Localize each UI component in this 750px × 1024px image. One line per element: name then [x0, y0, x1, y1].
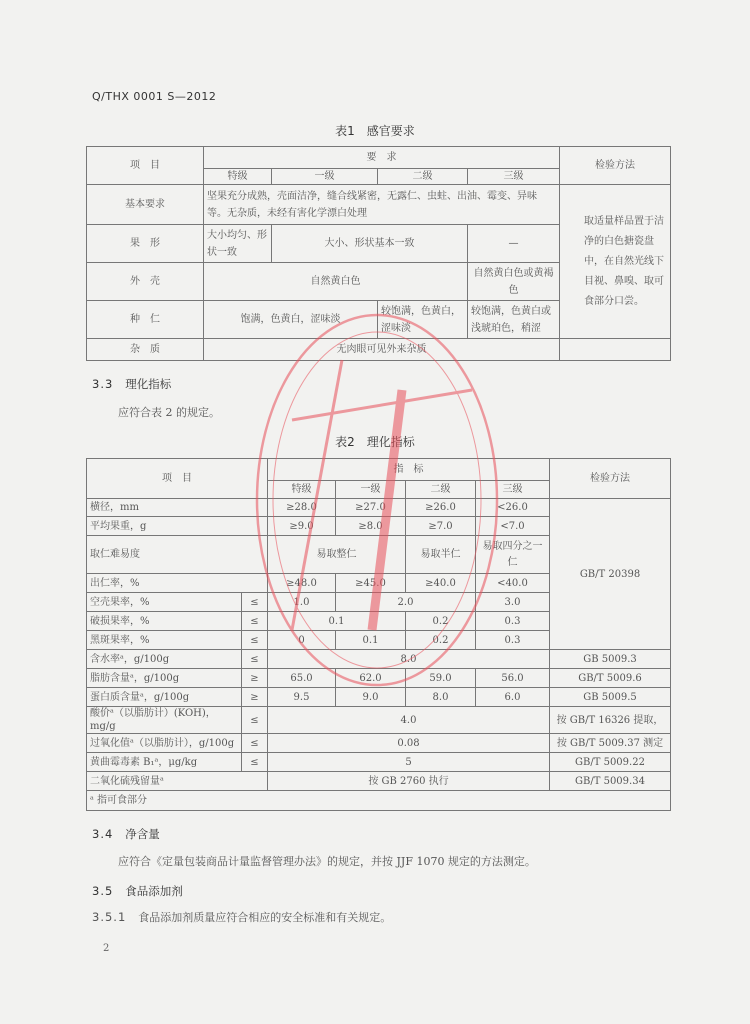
t2-header-method: 检验方法: [550, 459, 671, 499]
table2-title: 表2 理化指标: [335, 435, 415, 449]
section-3-3-title: 理化指标: [125, 377, 172, 391]
t2-peroxide-value: 0.08: [268, 734, 550, 753]
t1-shell-mid: 自然黄白色: [204, 263, 468, 301]
t1-header-requirements: 要 求: [204, 147, 560, 169]
t2-peroxide-symbol: ≤: [242, 734, 268, 753]
t1-shell-label: 外 壳: [87, 263, 204, 301]
standard-code: Q/THX 0001 S—2012: [92, 90, 217, 103]
sensory-requirements-table: [86, 146, 671, 361]
t1-basic-label: 基本要求: [87, 185, 204, 225]
t2-empty-third: 3.0: [476, 593, 550, 612]
t2-diameter-first: ≥27.0: [336, 499, 406, 517]
t2-aflatoxin-method: GB/T 5009.22: [550, 753, 671, 772]
t1-kernel-label: 种 仁: [87, 301, 204, 339]
t2-aflatoxin-label: 黄曲霉毒素 B₁ᵃ，μg/kg: [87, 753, 242, 772]
page-number: 2: [103, 943, 110, 954]
t2-fat-method: GB/T 5009.6: [550, 669, 671, 688]
t2-black-second: 0.2: [406, 631, 476, 650]
t2-weight-label: 平均果重，g: [87, 517, 268, 536]
t2-peroxide-method: 按 GB/T 5009.37 测定: [550, 734, 671, 753]
t2-grade-second: 二级: [406, 481, 476, 499]
t2-broken-symbol: ≤: [242, 612, 268, 631]
t2-kernel-special: ≥48.0: [268, 574, 336, 593]
t2-moisture-method: GB 5009.3: [550, 650, 671, 669]
t2-black-symbol: ≤: [242, 631, 268, 650]
t2-footnote: ᵃ 指可食部分: [87, 791, 671, 811]
t2-grade-third: 三级: [476, 481, 550, 499]
t2-diameter-third: <26.0: [476, 499, 550, 517]
t2-peroxide-label: 过氧化值ᵃ（以脂肪计），g/100g: [87, 734, 242, 753]
t1-grade-first: 一级: [272, 169, 378, 185]
t2-fat-label: 脂肪含量ᵃ，g/100g: [87, 669, 242, 688]
t1-shape-special: 大小均匀、形状一致: [204, 225, 272, 263]
t2-fat-special: 65.0: [268, 669, 336, 688]
t2-black-label: 黑斑果率，%: [87, 631, 242, 650]
section-3-3-number: 3.3: [92, 377, 114, 391]
section-3-5-1: [92, 909, 391, 925]
t2-empty-first-second: 2.0: [336, 593, 476, 612]
t2-header-item: 项 目: [87, 459, 268, 499]
t1-kernel-mid: 饱满，色黄白，涩味淡: [204, 301, 378, 339]
t1-grade-second: 二级: [378, 169, 468, 185]
t2-empty-symbol: ≤: [242, 593, 268, 612]
section-3-5-title: 食品添加剂: [125, 884, 183, 898]
t2-header-index: 指 标: [268, 459, 550, 481]
t2-kernel-second: ≥40.0: [406, 574, 476, 593]
section-3-5-heading: [92, 883, 183, 899]
t2-weight-special: ≥9.0: [268, 517, 336, 536]
t2-protein-second: 8.0: [406, 688, 476, 707]
t2-weight-second: ≥7.0: [406, 517, 476, 536]
t2-grade-special: 特级: [268, 481, 336, 499]
t1-grade-third: 三级: [468, 169, 560, 185]
t2-diameter-second: ≥26.0: [406, 499, 476, 517]
t2-weight-third: <7.0: [476, 517, 550, 536]
t1-shape-mid: 大小、形状基本一致: [272, 225, 468, 263]
t2-broken-special-first: 0.1: [268, 612, 406, 631]
t2-aflatoxin-value: 5: [268, 753, 550, 772]
t2-moisture-symbol: ≤: [242, 650, 268, 669]
t2-protein-first: 9.0: [336, 688, 406, 707]
t2-aflatoxin-symbol: ≤: [242, 753, 268, 772]
t2-protein-third: 6.0: [476, 688, 550, 707]
section-3-5-number: 3.5: [92, 884, 114, 898]
t2-fat-second: 59.0: [406, 669, 476, 688]
t1-method-text: 取适量样品置于洁净的白色搪瓷盘中，在自然光线下目视、鼻嗅、取可食部分口尝。: [560, 185, 671, 339]
t1-header-method: 检验方法: [560, 147, 671, 185]
t2-grade-first: 一级: [336, 481, 406, 499]
t1-header-item: 项 目: [87, 147, 204, 185]
t2-acid-value: 4.0: [268, 707, 550, 734]
t2-black-third: 0.3: [476, 631, 550, 650]
t1-basic-text: 坚果充分成熟，壳面洁净，缝合线紧密，无露仁、虫蛀、出油、霉变、异味等。无杂质，未经有害化学漂白处理: [204, 185, 560, 225]
table1-title: 表1 感官要求: [335, 124, 415, 138]
t2-diameter-special: ≥28.0: [268, 499, 336, 517]
section-3-3-heading: [92, 376, 171, 392]
t2-protein-symbol: ≥: [242, 688, 268, 707]
t2-empty-label: 空壳果率，%: [87, 593, 242, 612]
t2-moisture-label: 含水率ᵃ，g/100g: [87, 650, 242, 669]
t2-acid-method: 按 GB/T 16326 提取，: [550, 707, 671, 734]
t1-impurity-text: 无肉眼可见外来杂质: [204, 339, 560, 361]
t1-shape-label: 果 形: [87, 225, 204, 263]
t2-so2-value: 按 GB 2760 执行: [268, 772, 550, 791]
t2-broken-second: 0.2: [406, 612, 476, 631]
section-3-4-para: 应符合《定量包装商品计量监督管理办法》的规定，并按 JJF 1070 规定的方法测定。: [118, 855, 536, 868]
section-3-4-heading: [92, 826, 160, 842]
t2-method-group: GB/T 20398: [550, 499, 671, 650]
t2-fat-first: 62.0: [336, 669, 406, 688]
t1-grade-special: 特级: [204, 169, 272, 185]
section-3-4-number: 3.4: [92, 827, 114, 841]
section-3-4-title: 净含量: [125, 827, 160, 841]
t2-weight-first: ≥8.0: [336, 517, 406, 536]
t2-protein-label: 蛋白质含量ᵃ，g/100g: [87, 688, 242, 707]
t1-impurity-label: 杂 质: [87, 339, 204, 361]
t2-black-special: 0: [268, 631, 336, 650]
t2-protein-special: 9.5: [268, 688, 336, 707]
t1-shape-third: —: [468, 225, 560, 263]
t2-ease-third: 易取四分之一仁: [476, 536, 550, 574]
t2-ease-label: 取仁难易度: [87, 536, 268, 574]
seal-cross-stroke: [292, 390, 472, 420]
t1-kernel-second: 较饱满，色黄白，涩味淡: [378, 301, 468, 339]
t2-so2-method: GB/T 5009.34: [550, 772, 671, 791]
t2-fat-third: 56.0: [476, 669, 550, 688]
t2-kernel-label: 出仁率，%: [87, 574, 268, 593]
t2-ease-special-first: 易取整仁: [268, 536, 406, 574]
t2-ease-second: 易取半仁: [406, 536, 476, 574]
t1-impurity-method-empty: [560, 339, 671, 361]
t1-kernel-third: 较饱满，色黄白或浅琥珀色，稍涩: [468, 301, 560, 339]
t2-broken-third: 0.3: [476, 612, 550, 631]
t2-broken-label: 破损果率，%: [87, 612, 242, 631]
section-3-3-para: 应符合表 2 的规定。: [118, 406, 220, 419]
t2-empty-special: 1.0: [268, 593, 336, 612]
t2-kernel-first: ≥45.0: [336, 574, 406, 593]
t2-acid-symbol: ≤: [242, 707, 268, 734]
t2-kernel-third: <40.0: [476, 574, 550, 593]
t2-protein-method: GB 5009.5: [550, 688, 671, 707]
t2-acid-label: 酸价ᵃ（以脂肪计）(KOH)，mg/g: [87, 707, 242, 734]
section-3-5-1-number: 3.5.1: [92, 910, 127, 924]
t2-so2-label: 二氧化硫残留量ᵃ: [87, 772, 268, 791]
t2-black-first: 0.1: [336, 631, 406, 650]
t2-diameter-label: 横径，mm: [87, 499, 268, 517]
t2-moisture-value: 8.0: [268, 650, 550, 669]
t1-shell-third: 自然黄白色或黄褐色: [468, 263, 560, 301]
section-3-5-1-text: 食品添加剂质量应符合相应的安全标准和有关规定。: [138, 911, 392, 924]
t2-fat-symbol: ≥: [242, 669, 268, 688]
physicochemical-table: [86, 458, 671, 811]
